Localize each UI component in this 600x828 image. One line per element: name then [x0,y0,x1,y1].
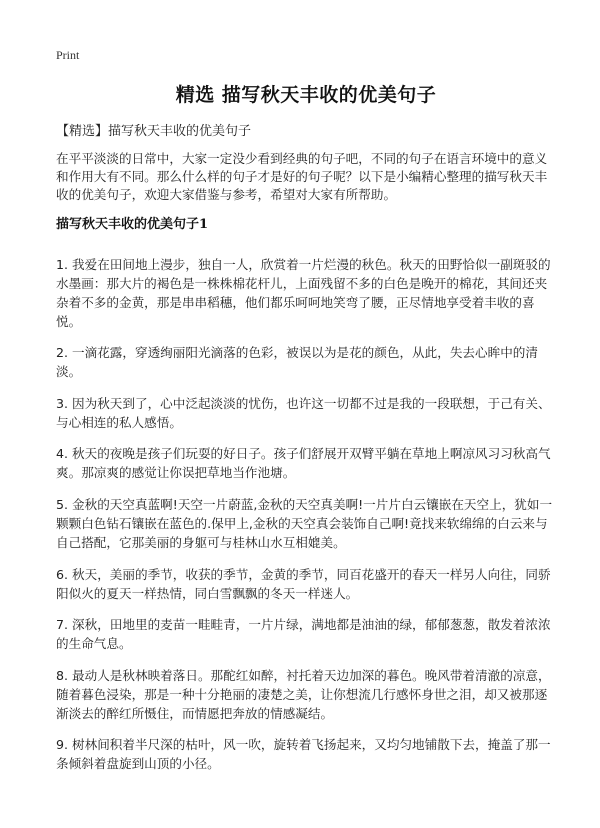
list-item: 3. 因为秋天到了，心中泛起淡淡的忧伤，也许这一切都不过是我的一段联想，于己有关、与心相连的私人感悟。 [56,395,551,430]
list-item: 2. 一滴花露，穿透绚丽阳光滴落的色彩，被误以为是花的颜色，从此，失去心眸中的清淡。 [56,345,538,380]
print-link[interactable]: Print [56,48,80,62]
intro-paragraph: 在平平淡淡的日常中，大家一定没少看到经典的句子吧，不同的句子在语言环境中的意义和作用大有不同。那么什么样的句子才是好的句子呢？以下是小编精心整理的描写秋天丰收的优美句子，欢迎大家借鉴与参考，希望对大家有所帮助。 [56,151,548,202]
document-subtitle: 【精选】描写秋天丰收的优美句子 [56,124,252,139]
list-item: 4. 秋天的夜晚是孩子们玩耍的好日子。孩子们舒展开双臂平躺在草地上啊凉风习习秋高气爽。那凉爽的感觉让你误把草地当作池塘。 [56,446,551,481]
list-item: 6. 秋天，美丽的季节，收获的季节，金黄的季节，同百花盛开的春天一样另人向往，同骄阳似火的夏天一样热情，同白雪飘飘的冬天一样迷人。 [56,566,551,601]
list-item: 8. 最动人是秋林映着落日。那酡红如醉，衬托着天边加深的暮色。晚风带着清澈的凉意，随着暮色浸染，那是一种十分艳丽的凄楚之美，让你想流几行感怀身世之泪，却又被那逐渐淡去的醉红所慑住，而情愿把奔放的情感凝结。 [56,667,551,721]
sentence-list [56,242,556,782]
list-item: 5. 金秋的天空真蓝啊!天空一片蔚蓝,金秋的天空真美啊!一片片白云镶嵌在天空上，犹如一颗颗白色钻石镶嵌在蓝色的.保甲上,金秋的天空真会装饰自己啊!竟找来软绵绵的白云来与自己搭配，它那美丽的身躯可与桂林山水互相媲美。 [56,496,553,550]
page-title: 精选 描写秋天丰收的优美句子 [175,84,437,106]
section-heading: 描写秋天丰收的优美句子1 [56,217,209,232]
list-item: 9. 树林间积着半尺深的枯叶，风一吹，旋转着飞扬起来，又均匀地铺散下去，掩盖了那一条倾斜着盘旋到山顶的小径。 [56,737,551,772]
list-item: 7. 深秋，田地里的麦苗一畦畦青，一片片绿，满地都是油油的绿，郁郁葱葱，散发着浓浓的生命气息。 [56,617,551,652]
list-item: 1. 我爱在田间地上漫步，独自一人，欣赏着一片烂漫的秋色。秋天的田野恰似一副斑驳的水墨画：那大片的褐色是一株株棉花杆儿，上面残留不多的白色是晚开的棉花，其间还夹杂着不多的金黄，那是串串稻穗，他们都乐呵呵地笑弯了腰，正尽情地享受着丰收的喜悦。 [56,256,551,329]
